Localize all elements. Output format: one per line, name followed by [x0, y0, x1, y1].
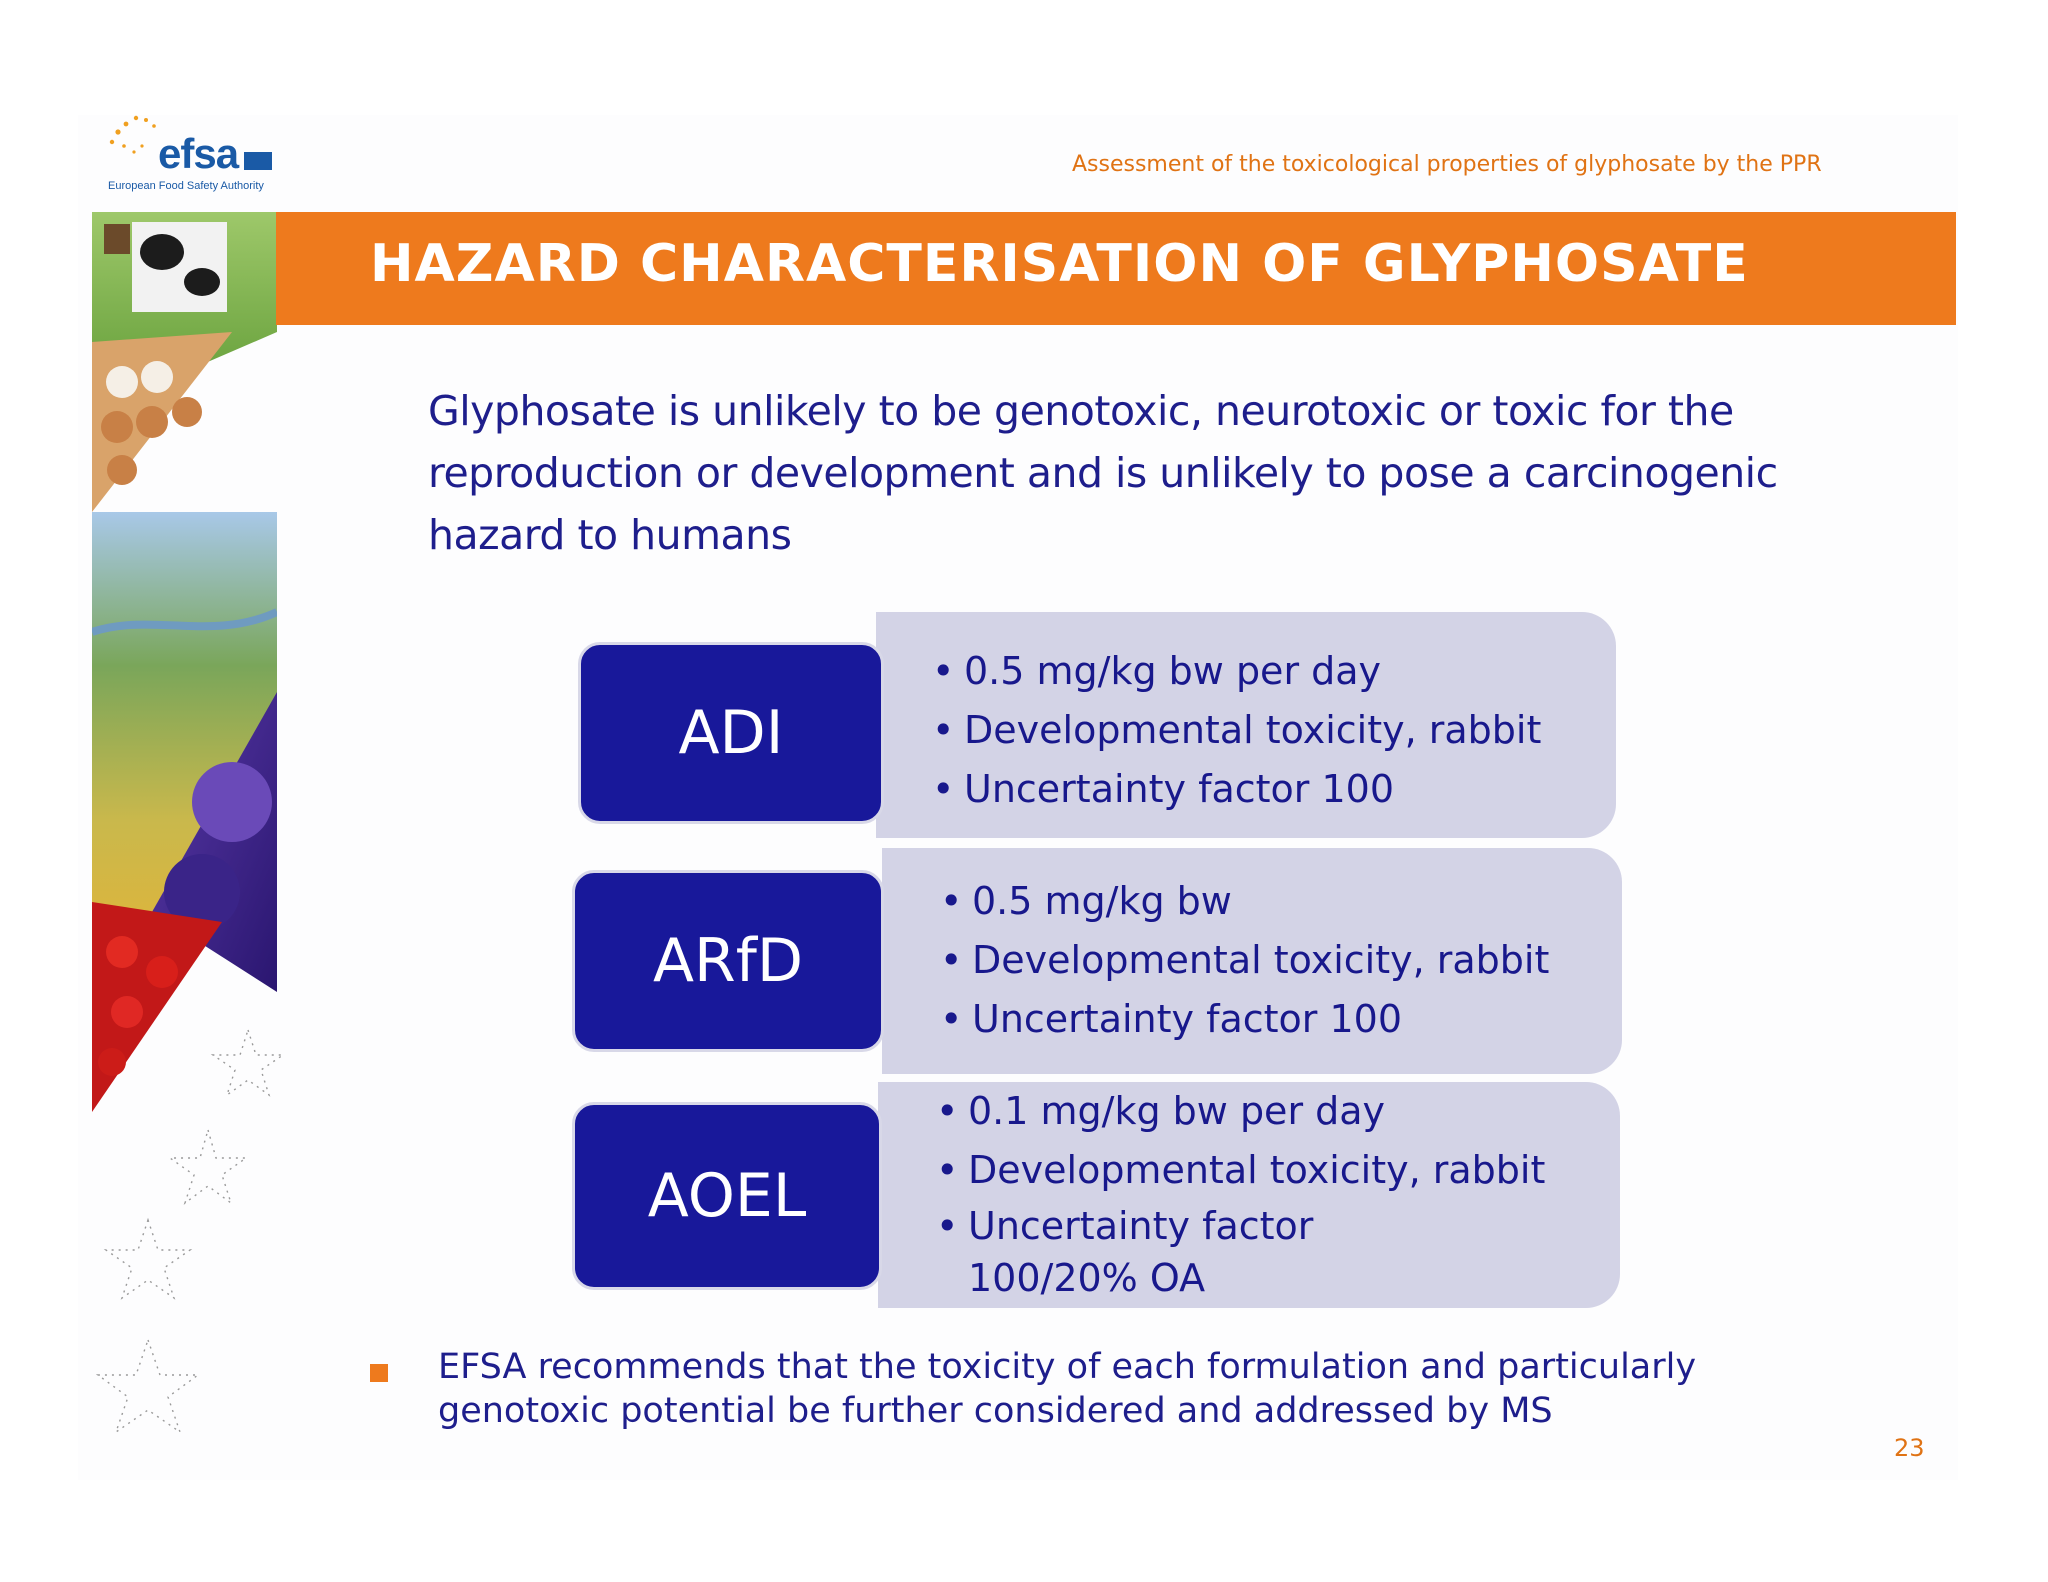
recommendation-text: EFSA recommends that the toxicity of each formulation and particularly genotoxic potential be further considered and addressed by MS	[438, 1347, 1697, 1431]
aoel-details-box	[878, 1082, 1620, 1308]
adi-label-box	[578, 642, 884, 824]
intro-paragraph: Glyphosate is unlikely to be genotoxic, neurotoxic or toxic for the reproduction or development and is unlikely to pose a carcinogenic hazard to humans	[428, 387, 1778, 559]
arfd-label-box	[572, 870, 884, 1052]
adi-label: ADI	[678, 698, 784, 768]
list-item: • Uncertainty factor 100/20% OA	[936, 1204, 1314, 1300]
logo-tagline: European Food Safety Authority	[108, 180, 264, 192]
list-item: • Developmental toxicity, rabbit	[932, 708, 1542, 752]
list-item: • 0.1 mg/kg bw per day	[936, 1089, 1386, 1133]
arfd-details-list	[940, 872, 1550, 1049]
list-item: • 0.5 mg/kg bw	[940, 879, 1232, 923]
list-item: • 0.5 mg/kg bw per day	[932, 649, 1382, 693]
adi-details-box	[876, 612, 1616, 838]
aoel-label-box	[572, 1102, 882, 1290]
slide-title: HAZARD CHARACTERISATION OF GLYPHOSATE	[370, 234, 1749, 294]
list-item: • Developmental toxicity, rabbit	[936, 1148, 1546, 1192]
list-item: • Uncertainty factor 100	[932, 767, 1395, 811]
adi-details-list	[932, 642, 1542, 819]
decorative-stars	[88, 1010, 318, 1490]
aoel-label: AOEL	[647, 1161, 807, 1231]
title-bar	[276, 212, 1956, 325]
list-item: • Developmental toxicity, rabbit	[940, 938, 1550, 982]
arfd-details-box	[882, 848, 1622, 1074]
logo-wordmark: efsa	[158, 130, 239, 177]
eu-flag-icon	[244, 152, 272, 170]
arfd-label: ARfD	[652, 926, 804, 996]
orange-square-bullet-icon	[370, 1364, 388, 1382]
header-subtitle: Assessment of the toxicological properties of glyphosate by the PPR	[1072, 152, 1822, 177]
aoel-details-list	[936, 1082, 1546, 1304]
page-number: 23	[1894, 1434, 1925, 1462]
efsa-logo	[106, 112, 276, 202]
list-item: • Uncertainty factor 100	[940, 997, 1403, 1041]
